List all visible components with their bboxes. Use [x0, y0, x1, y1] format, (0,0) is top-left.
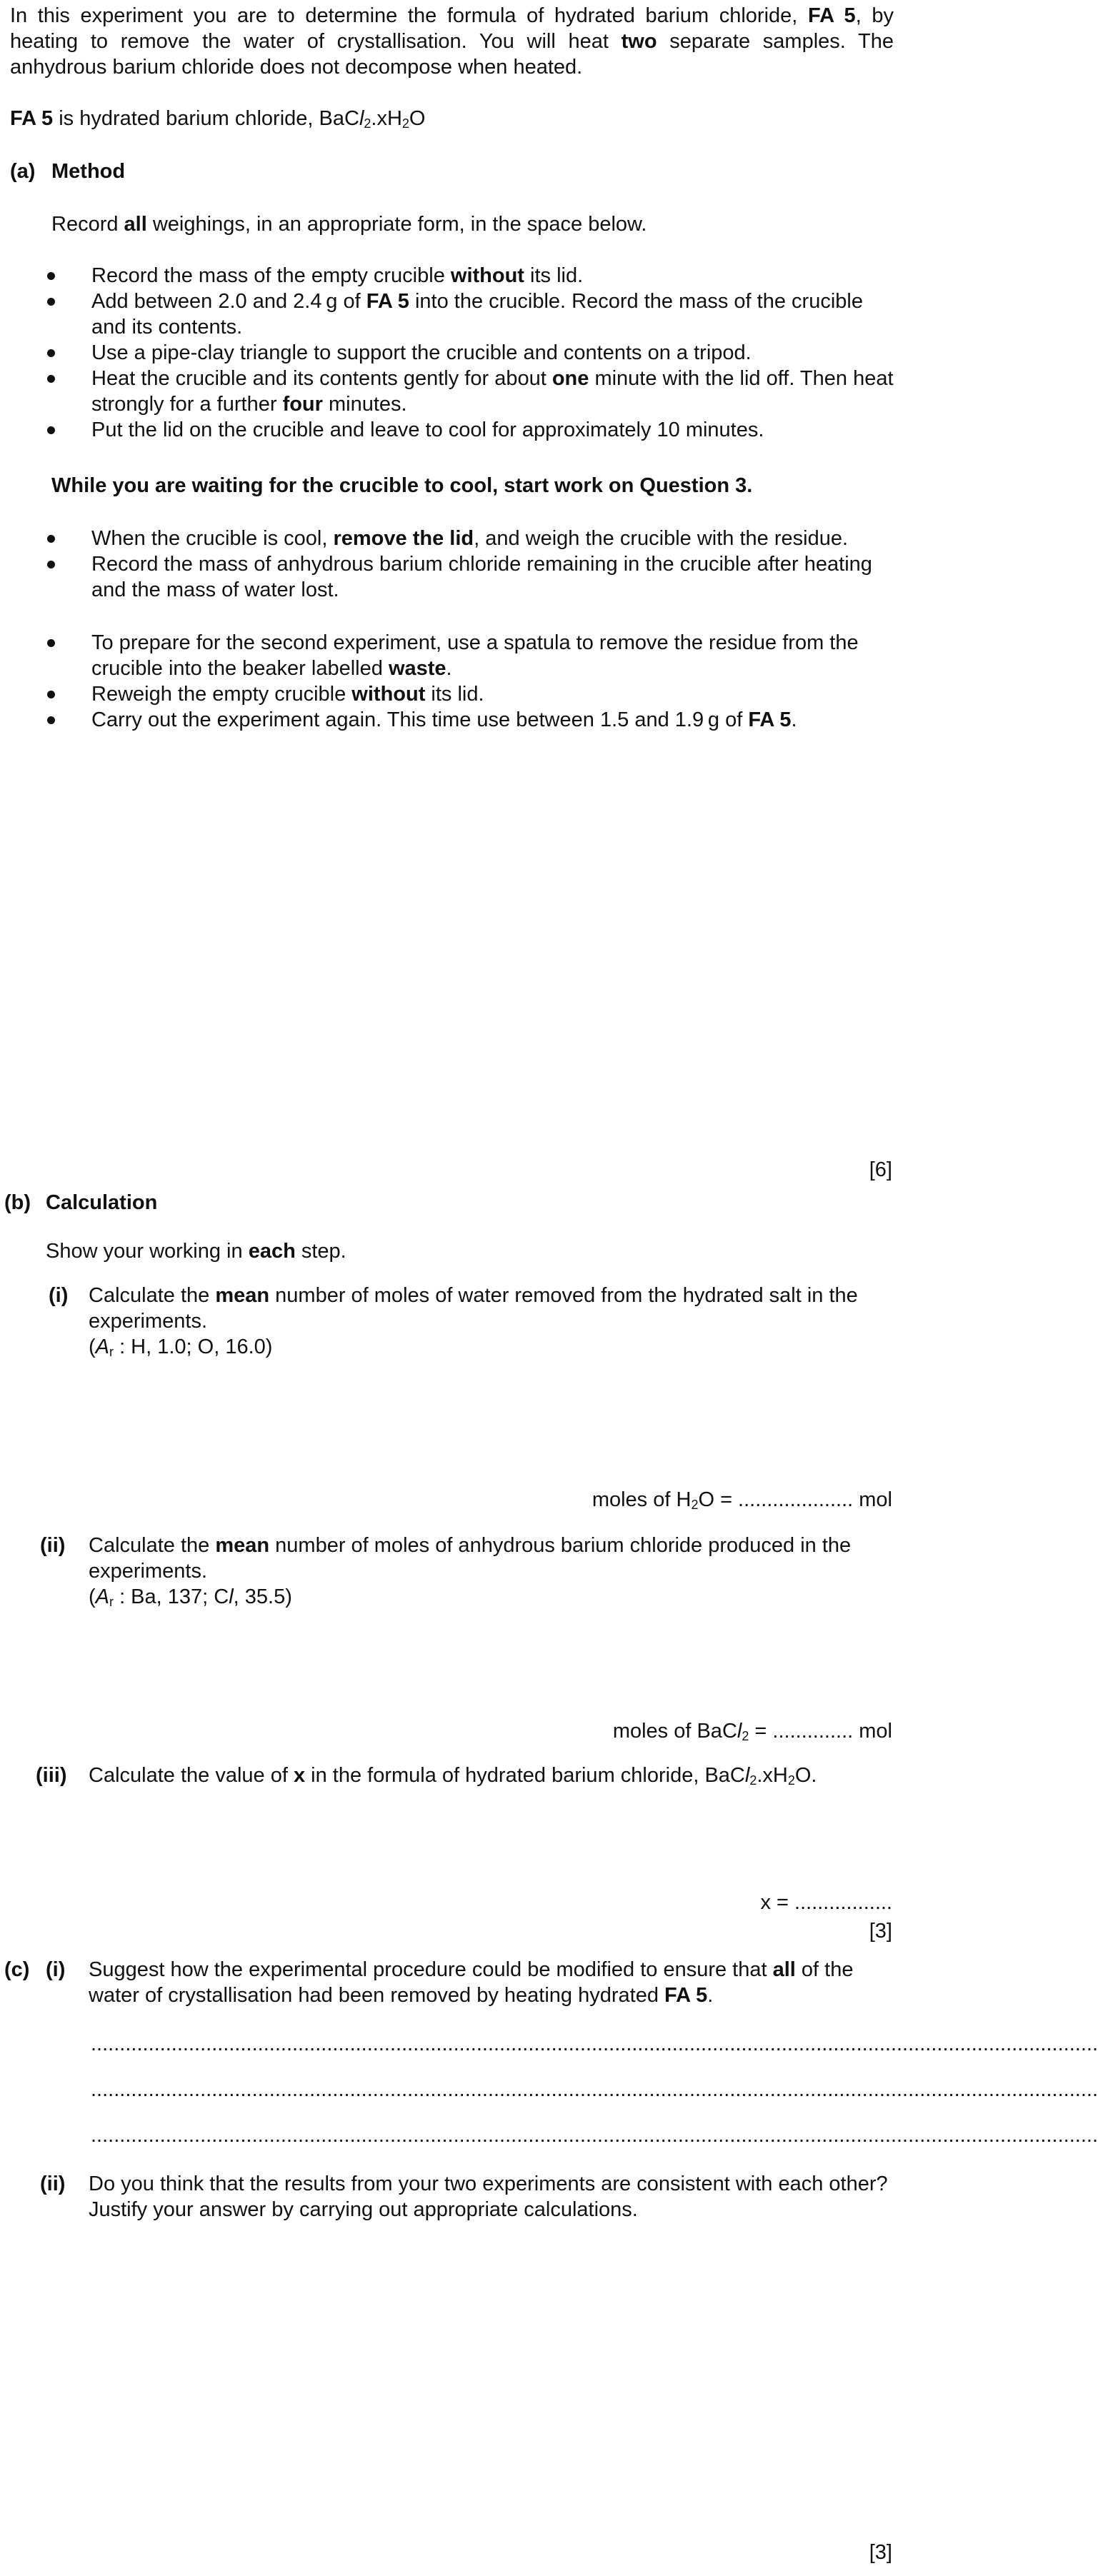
- formula-l: l: [359, 107, 364, 130]
- list-item: Reweigh the empty crucible without its lid.: [43, 681, 897, 707]
- b-ii-question: Calculate the mean number of moles of anhydrous barium chloride produced in the experiments. ($A_r$ : Ba, 137; Cl, 35.5): [89, 1534, 852, 1609]
- method-list-1: [43, 263, 897, 443]
- formula-text: O: [409, 107, 426, 130]
- formula-fa5: FA 5: [10, 107, 54, 130]
- b-ii-label: (ii): [40, 1534, 66, 1557]
- b-iii-label: (iii): [36, 1764, 67, 1787]
- list-item: Heat the crucible and its contents gently for about one minute with the lid off. Then heat strongly for a further four minutes.: [43, 366, 897, 417]
- c-ii-label: (ii): [40, 2172, 66, 2195]
- formula-sub: 2: [364, 116, 371, 131]
- answer-line[interactable]: ...............................................................................................................................................................................: [91, 2033, 1098, 2055]
- formula-text: is hydrated barium chloride, BaC: [53, 107, 359, 130]
- b-i-label: (i): [49, 1284, 69, 1307]
- method-list-3: [43, 630, 897, 733]
- b-ii-answer[interactable]: moles of BaCl$_2$ = .............. mol: [612, 1720, 892, 1743]
- list-item: Add between 2.0 and 2.4 g of FA 5 into the crucible. Record the mass of the crucible and its contents.: [43, 289, 897, 340]
- section-b-label: (b): [4, 1191, 31, 1214]
- list-item: Put the lid on the crucible and leave to cool for approximately 10 minutes.: [43, 417, 897, 443]
- waiting-instruction: While you are waiting for the crucible to cool, start work on Question 3.: [51, 474, 753, 497]
- list-item: Use a pipe-clay triangle to support the crucible and contents on a tripod.: [43, 340, 897, 366]
- list-item: When the crucible is cool, remove the lid, and weigh the crucible with the residue.: [43, 526, 897, 551]
- intro-paragraph: [10, 3, 894, 80]
- section-a-label: (a): [10, 160, 36, 183]
- intro-text: , by heating to remove the water of crystallisation. You will heat: [10, 4, 894, 53]
- formula-sub: 2: [401, 116, 409, 131]
- b-i-answer[interactable]: moles of $H_2O$ = .................... mol: [592, 1488, 892, 1512]
- record-text: weighings, in an appropriate form, in the space below.: [146, 213, 647, 236]
- list-item: To prepare for the second experiment, use a spatula to remove the residue from the crucible into the beaker labelled waste.: [43, 630, 897, 681]
- section-c-label: (c): [4, 1958, 30, 1981]
- b-iii-question: Calculate the value of x in the formula of hydrated barium chloride, $BaCl_2.xH_2O$.: [89, 1764, 817, 1788]
- intro-text: separate samples. The anhydrous barium chloride does not decompose when heated.: [10, 30, 894, 79]
- mark-b: [3]: [869, 1920, 892, 1943]
- record-instruction: [51, 211, 647, 237]
- list-item: Record the mass of the empty crucible without its lid.: [43, 263, 897, 289]
- c-ii-question: Do you think that the results from your two experiments are consistent with each other? Justify your answer by carrying out appropriate calculations.: [89, 2172, 888, 2221]
- answer-line[interactable]: ...............................................................................................................................................................................: [91, 2078, 1098, 2101]
- section-a-title: Method: [51, 160, 126, 183]
- record-text: Record: [51, 213, 124, 236]
- list-item: Record the mass of anhydrous barium chloride remaining in the crucible after heating and the mass of water lost.: [43, 551, 897, 603]
- method-list-2: [43, 526, 897, 603]
- list-item: Carry out the experiment again. This time use between 1.5 and 1.9 g of FA 5.: [43, 707, 897, 733]
- c-i-label: (i): [46, 1958, 66, 1981]
- intro-text: In this experiment you are to determine the formula of hydrated barium chloride,: [10, 4, 808, 27]
- b-iii-answer[interactable]: x = .................: [760, 1891, 892, 1914]
- mark-c: [3]: [869, 2541, 892, 2564]
- c-i-question: Suggest how the experimental procedure could be modified to ensure that all of the water of crystallisation had been removed by heating hydrated FA 5.: [89, 1958, 854, 2007]
- b-i-question: Calculate the mean number of moles of water removed from the hydrated salt in the experiments. ($A_r$ : H, 1.0; O, 16.0): [89, 1284, 858, 1359]
- intro-two: two: [621, 30, 657, 53]
- show-working: Show your working in each step.: [46, 1240, 346, 1263]
- section-b-title: Calculation: [46, 1191, 158, 1214]
- answer-line[interactable]: ...............................................................................................................................................................................: [91, 2124, 1098, 2147]
- intro-fa5: FA 5: [807, 4, 856, 27]
- record-all: all: [124, 213, 147, 236]
- mark-a: [6]: [869, 1158, 892, 1181]
- formula-text: .xH: [371, 107, 402, 130]
- formula-statement: [10, 106, 425, 131]
